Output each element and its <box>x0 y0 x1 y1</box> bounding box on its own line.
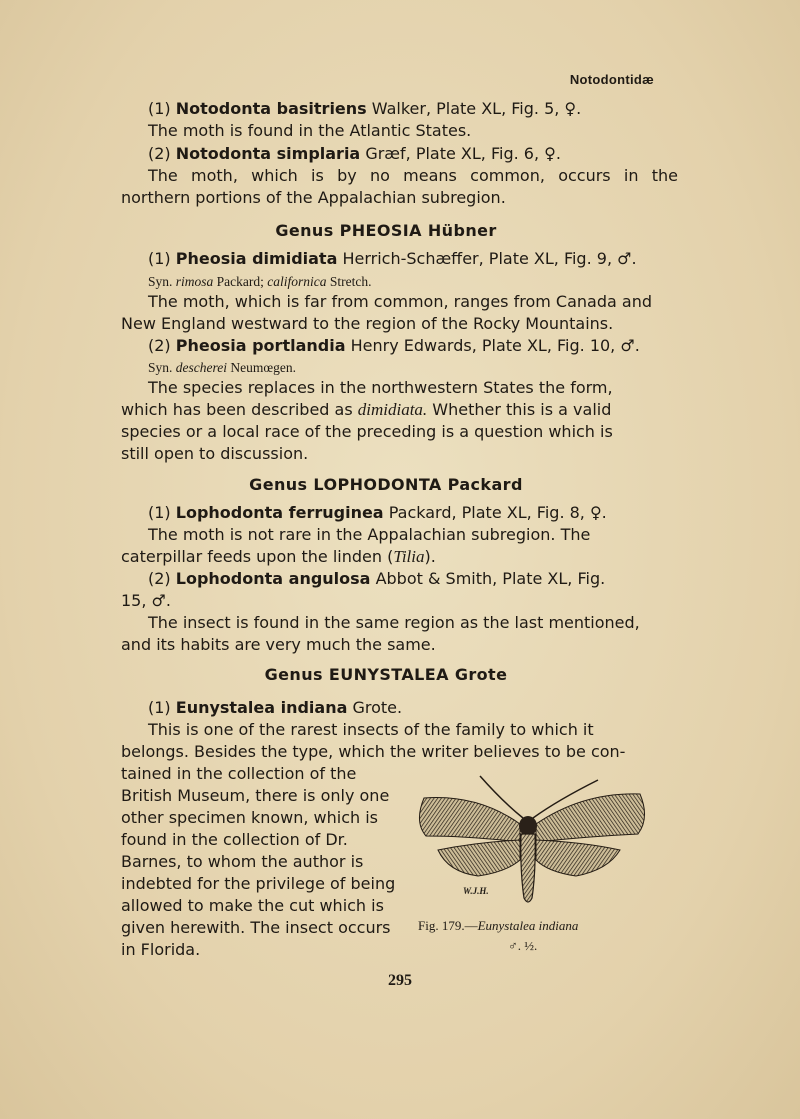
species-name: Lophodonta angulosa <box>175 569 371 588</box>
entry-basitriens <box>121 98 678 120</box>
synonym: californica <box>267 274 327 289</box>
text-run: which has been described as <box>121 400 353 419</box>
citation: Græf, Plate XL, Fig. 6, ♀. <box>365 144 561 163</box>
entry-note: in Florida. <box>121 940 201 959</box>
caption-prefix: Fig. 179.— <box>418 918 478 933</box>
entry-note: The species replaces in the northwestern States the form, <box>148 378 613 397</box>
entry-number: (1) <box>148 99 171 118</box>
species-name: Lophodonta ferruginea <box>175 503 384 522</box>
genus-heading-pheosia: Genus PHEOSIA Hübner <box>275 221 497 240</box>
entry-angulosa <box>121 568 678 590</box>
synonym-author: Packard; <box>216 274 264 289</box>
entry-number: (1) <box>148 503 171 522</box>
citation: Packard, Plate XL, Fig. 8, ♀. <box>388 503 607 522</box>
entry-note: The moth is not rare in the Appalachian subregion. The <box>148 525 591 544</box>
entry-note: given herewith. The insect occurs <box>121 918 391 937</box>
citation: Grote. <box>352 698 403 717</box>
entry-number: (2) <box>148 336 171 355</box>
entry-note: species or a local race of the preceding is a question which is <box>121 422 613 441</box>
synonymy <box>121 271 678 293</box>
figure-sex-scale: ♂. ½. <box>508 938 538 953</box>
entry-note: belongs. Besides the type, which the writer believes to be con- <box>121 742 626 761</box>
text-run: Whether this is a valid <box>432 400 612 419</box>
entry-number: (1) <box>148 249 171 268</box>
entry-note: northern portions of the Appalachian subregion. <box>121 188 506 207</box>
species-name: Pheosia dimidiata <box>175 249 338 268</box>
citation-continued: 15, ♂. <box>121 591 171 610</box>
running-head: Notodontidæ <box>569 72 654 87</box>
entry-note: The moth, which is by no means common, occurs in the <box>148 166 678 185</box>
citation: Henry Edwards, Plate XL, Fig. 10, ♂. <box>350 336 640 355</box>
entry-note: The moth is found in the Atlantic States. <box>148 121 472 140</box>
entry-portlandia <box>121 335 678 357</box>
entry-note: British Museum, there is only one <box>121 786 390 805</box>
entry-number: (2) <box>148 144 171 163</box>
entry-note <box>121 546 651 568</box>
entry-indiana <box>121 697 678 719</box>
entry-note: The insect is found in the same region as the last mentioned, <box>148 613 640 632</box>
species-name: Eunystalea indiana <box>175 698 348 717</box>
entry-note: Barnes, to whom the author is <box>121 852 364 871</box>
entry-number: (1) <box>148 698 171 717</box>
genus-heading-eunystalea: Genus EUNYSTALEA Grote <box>264 665 508 684</box>
entry-note: and its habits are very much the same. <box>121 635 436 654</box>
italic-term: dimidiata. <box>357 400 428 419</box>
entry-note: tained in the collection of the <box>121 764 357 783</box>
entry-note: indebted for the privilege of being <box>121 874 396 893</box>
synonymy <box>121 357 678 379</box>
synonym: rimosa <box>175 274 214 289</box>
entry-note: allowed to make the cut which is <box>121 896 384 915</box>
engraver-initials: W.J.H. <box>463 886 489 896</box>
syn-label: Syn. <box>148 360 173 375</box>
entry-note: New England westward to the region of the Rocky Mountains. <box>121 314 614 333</box>
synonym: descherei <box>175 360 227 375</box>
citation: Abbot & Smith, Plate XL, Fig. <box>375 569 606 588</box>
synonym-author: Stretch. <box>329 274 372 289</box>
entry-note: The moth, which is far from common, ranges from Canada and <box>148 292 652 311</box>
entry-note: found in the collection of Dr. <box>121 830 348 849</box>
entry-ferruginea <box>121 502 678 524</box>
caption-species: Eunystalea indiana <box>477 918 579 933</box>
species-name: Notodonta simplaria <box>175 144 361 163</box>
species-name: Notodonta basitriens <box>175 99 367 118</box>
entry-number: (2) <box>148 569 171 588</box>
entry-simplaria <box>121 143 678 165</box>
genus-heading-lophodonta: Genus LOPHODONTA Packard <box>249 475 523 494</box>
page-number: 295 <box>388 972 412 989</box>
entry-note <box>121 399 651 421</box>
entry-dimidiata <box>121 248 678 270</box>
entry-note: still open to discussion. <box>121 444 309 463</box>
italic-term: Tilia <box>393 547 425 566</box>
syn-label: Syn. <box>148 274 173 289</box>
figure-caption <box>418 918 658 934</box>
synonym-author: Neumœgen. <box>230 360 296 375</box>
entry-note: other specimen known, which is <box>121 808 379 827</box>
moth-illustration <box>408 772 653 912</box>
citation: Walker, Plate XL, Fig. 5, ♀. <box>371 99 582 118</box>
species-name: Pheosia portlandia <box>175 336 346 355</box>
citation: Herrich-Schæffer, Plate XL, Fig. 9, ♂. <box>342 249 637 268</box>
text-run: ). <box>424 547 436 566</box>
text-run: caterpillar feeds upon the linden ( <box>121 547 394 566</box>
entry-note: This is one of the rarest insects of the family to which it <box>148 720 594 739</box>
